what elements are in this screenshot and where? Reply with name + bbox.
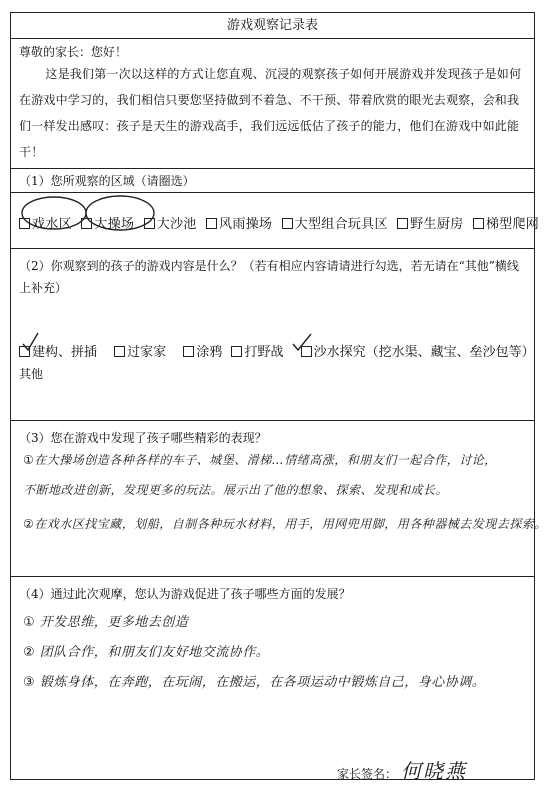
q4-answer-line: ③ 锻炼身体，在奔跑，在玩闹，在搬运，在各项运动中锻炼自己，身心协调。 bbox=[23, 675, 486, 690]
checkbox[interactable] bbox=[114, 346, 125, 357]
checkbox[interactable] bbox=[206, 218, 217, 229]
intro-paragraph: 这是我们第一次以这样的方式让您直观、沉浸的观察孩子如何开展游戏并发现孩子是如何在游戏中学习的，我们相信只要您坚持做到不着急、不干预、带着欣赏的眼光去观察，会和我们一样发出感叹：孩子是天生的游戏高手，我们远远低估了孩子的能力，他们在游戏中如此能干！ bbox=[19, 67, 522, 159]
q3-answer-line: ②在戏水区找宝藏，划船，自制各种玩水材料，用手，用网兜用脚，用各种器械去发现去探索。 bbox=[23, 517, 547, 531]
option-label: 风雨操场 bbox=[219, 217, 273, 232]
area-option-covered-field[interactable] bbox=[206, 213, 272, 232]
checkbox[interactable] bbox=[231, 346, 242, 357]
area-option-big-toys[interactable] bbox=[282, 213, 388, 232]
signature-label: 家长签名： bbox=[337, 767, 398, 781]
q2-options bbox=[19, 341, 540, 360]
option-label: 过家家 bbox=[127, 345, 167, 360]
q3-section bbox=[11, 421, 547, 577]
option-label: 大型组合玩具区 bbox=[294, 217, 388, 232]
option-label: 戏水区 bbox=[32, 217, 72, 232]
content-option-field-battle[interactable] bbox=[231, 341, 283, 360]
checkbox[interactable] bbox=[301, 346, 312, 357]
option-label: 野生厨房 bbox=[410, 217, 464, 232]
area-option-wild-kitchen[interactable] bbox=[397, 213, 463, 232]
checkbox[interactable] bbox=[144, 218, 155, 229]
area-option-splash[interactable] bbox=[19, 213, 72, 232]
q3-answer-line: ①在大操场创造各种各样的车子、城堡、滑梯…情绪高涨，和朋友们一起合作，讨论， bbox=[23, 453, 497, 467]
content-option-graffiti[interactable] bbox=[183, 341, 222, 360]
option-label: 梯型爬网 bbox=[485, 217, 540, 232]
q1-options bbox=[19, 213, 544, 232]
q3-answer-line: 不断地改进创新，发现更多的玩法。展示出了他的想象、探索、发现和成长。 bbox=[23, 483, 449, 497]
content-option-house[interactable] bbox=[114, 341, 166, 360]
content-option-sand-water[interactable] bbox=[301, 341, 535, 360]
q4-section bbox=[11, 577, 534, 781]
option-label: 大沙池 bbox=[156, 217, 197, 232]
checkbox[interactable] bbox=[19, 346, 30, 357]
signature-area bbox=[337, 755, 467, 784]
option-label: 涂鸦 bbox=[196, 345, 223, 360]
area-option-playground[interactable] bbox=[81, 213, 134, 232]
area-option-sandpit[interactable] bbox=[144, 213, 197, 232]
q2-label: （2）你观察到的孩子的游戏内容是什么？（若有相应内容请请进行勾选，若无请在“其他”横线上补充） bbox=[19, 259, 519, 295]
intro-section bbox=[11, 39, 534, 169]
q1-options-row bbox=[11, 193, 540, 249]
option-label: 建构、拼插 bbox=[32, 345, 98, 360]
q2-section bbox=[11, 249, 534, 421]
option-label: 大操场 bbox=[94, 217, 135, 232]
checkbox[interactable] bbox=[81, 218, 92, 229]
content-option-building[interactable] bbox=[19, 341, 97, 360]
signature-name: 何晓燕 bbox=[401, 759, 468, 783]
q4-answer-line: ② 团队合作，和朋友们友好地交流协作。 bbox=[23, 645, 270, 660]
checkbox[interactable] bbox=[397, 218, 408, 229]
checkbox[interactable] bbox=[183, 346, 194, 357]
q2-other-label: 其他 bbox=[19, 367, 44, 381]
q1-label: （1）您所观察的区域（请圈选） bbox=[11, 169, 534, 193]
checkbox[interactable] bbox=[473, 218, 484, 229]
area-option-climbing-net[interactable] bbox=[473, 213, 539, 232]
option-label: 沙水探究（挖水渠、藏宝、垒沙包等） bbox=[313, 345, 535, 360]
observation-form bbox=[10, 12, 547, 783]
checkbox[interactable] bbox=[282, 218, 293, 229]
q4-label: （4）通过此次观摩，您认为游戏促进了孩子哪些方面的发展？ bbox=[19, 587, 351, 601]
q3-label: （3）您在游戏中发现了孩子哪些精彩的表现？ bbox=[19, 431, 267, 445]
checkbox[interactable] bbox=[19, 218, 30, 229]
salutation: 尊敬的家长：您好！ bbox=[19, 45, 128, 59]
form-title: 游戏观察记录表 bbox=[11, 13, 534, 39]
option-label: 打野战 bbox=[244, 345, 284, 360]
q4-answer-line: ① 开发思维，更多地去创造 bbox=[23, 615, 189, 630]
